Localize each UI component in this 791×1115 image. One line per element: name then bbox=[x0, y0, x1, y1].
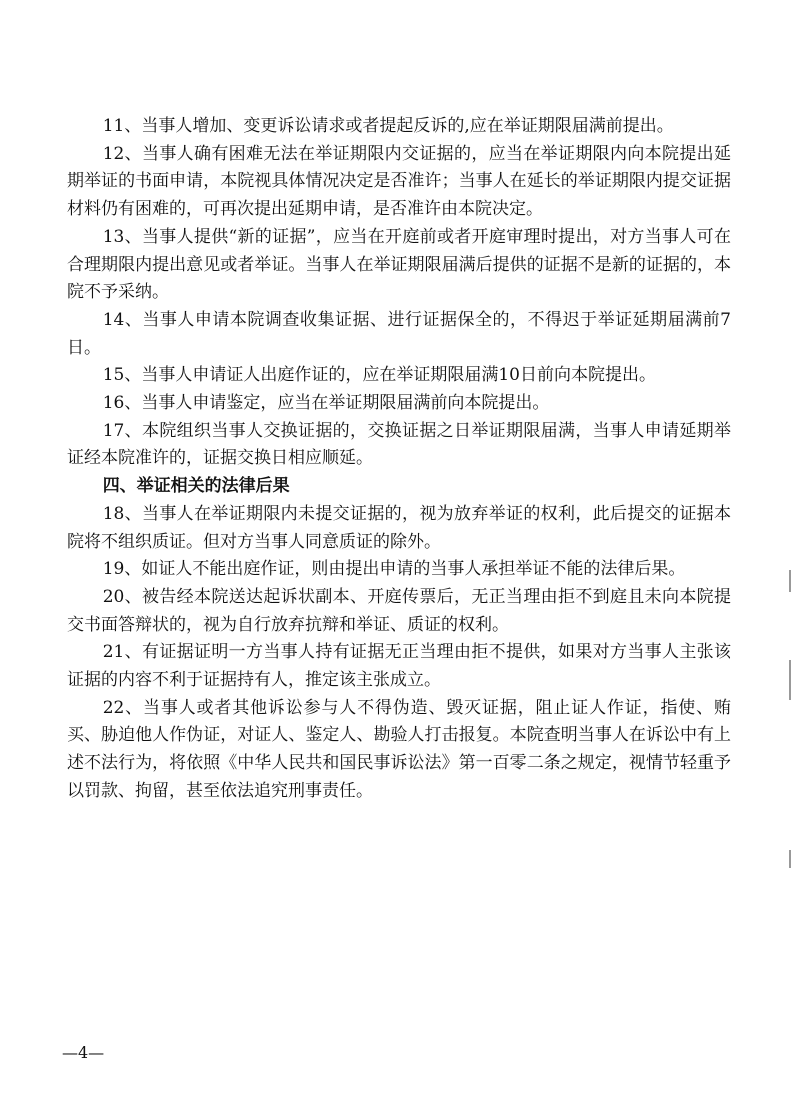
paragraph-16: 16、当事人申请鉴定，应当在举证期限届满前向本院提出。 bbox=[102, 393, 550, 414]
paragraph-11: 11、当事人增加、变更诉讼请求或者提起反诉的,应在举证期限届满前提出。 bbox=[102, 116, 674, 136]
paragraph-22: 22、当事人或者其他诉讼参与人不得伪造、毁灭证据，阻止证人作证，指使、贿买、胁迫他人作伪证，对证人、鉴定人、勘验人打击报复。本院查明当事人在诉讼中有上述不法行为，将依照《中华人民共和国民事诉讼法》第一百零二条之规定，视情节轻重予以罚款、拘留，甚至依法追究刑事责任。 bbox=[67, 697, 731, 801]
paragraph-13: 13、当事人提供“新的证据”，应当在开庭前或者开庭审理时提出，对方当事人可在合理期限内提出意见或者举证。当事人在举证期限届满后提供的证据不是新的证据的，本院不予采纳。 bbox=[67, 226, 731, 303]
paragraph-15: 15、当事人申请证人出庭作证的，应在举证期限届满10日前向本院提出。 bbox=[102, 365, 656, 386]
paragraph-12: 12、当事人确有困难无法在举证期限内交证据的，应当在举证期限内向本院提出延期举证的书面申请，本院视具体情况决定是否准许；当事人在延长的举证期限内提交证据材料仍有困难的，可再次提出延期申请，是否准许由本院决定。 bbox=[67, 143, 731, 220]
paragraph-20: 20、被告经本院送达起诉状副本、开庭传票后，无正当理由拒不到庭且未向本院提交书面答辩状的，视为自行放弃抗辩和举证、质证的权利。 bbox=[67, 586, 731, 635]
section-heading: 四、举证相关的法律后果 bbox=[102, 476, 290, 497]
paragraph-21: 21、有证据证明一方当事人持有证据无正当理由拒不提供，如果对方当事人主张该证据的内容不利于证据持有人，推定该主张成立。 bbox=[67, 642, 731, 691]
paragraph-17: 17、本院组织当事人交换证据的，交换证据之日举证期限届满，当事人申请延期举证经本院准许的，证据交换日相应顺延。 bbox=[67, 420, 731, 469]
document-body bbox=[67, 113, 731, 806]
paragraph-19: 19、如证人不能出庭作证，则由提出申请的当事人承担举证不能的法律后果。 bbox=[102, 559, 686, 580]
paragraph-14: 14、当事人申请本院调查收集证据、进行证据保全的，不得迟于举证延期届满前7日。 bbox=[67, 309, 731, 358]
paragraph-18: 18、当事人在举证期限内未提交证据的，视为放弃举证的权利，此后提交的证据本院将不组织质证。但对方当事人同意质证的除外。 bbox=[67, 503, 731, 552]
page-number: —4— bbox=[62, 1043, 105, 1062]
